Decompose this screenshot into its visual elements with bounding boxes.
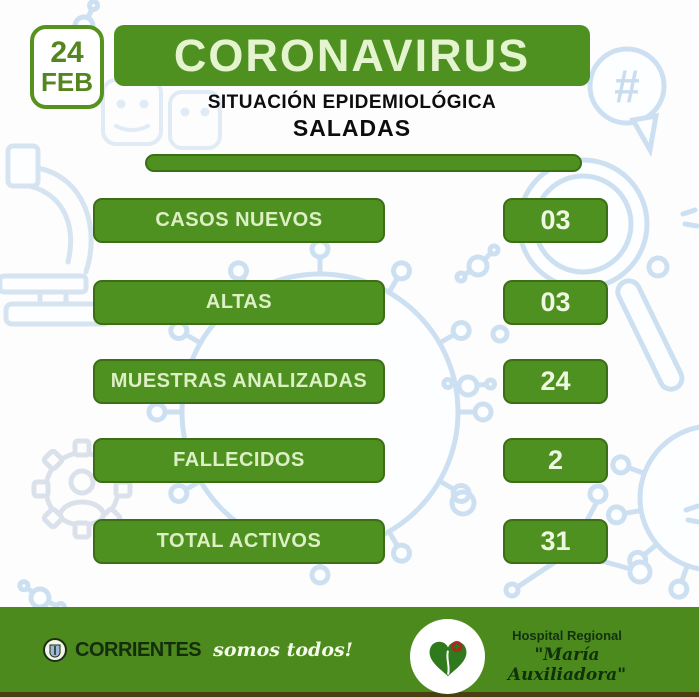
hospital-name-line2: "María Auxiliadora"	[507, 645, 627, 685]
hospital-logo	[410, 619, 485, 694]
divider-bar	[145, 154, 582, 172]
stat-label-muestras-analizadas: MUESTRAS ANALIZADAS	[93, 359, 385, 404]
stat-label-total-activos: TOTAL ACTIVOS	[93, 519, 385, 564]
date-month: FEB	[41, 67, 93, 98]
corrientes-crest-icon	[42, 637, 68, 663]
title-banner	[114, 25, 590, 86]
subtitle: SITUACIÓN EPIDEMIOLÓGICA	[207, 92, 497, 113]
stat-value-total-activos: 31	[503, 519, 608, 564]
date-badge	[30, 25, 104, 109]
location-title: SALADAS	[292, 115, 412, 141]
stat-label-altas: ALTAS	[93, 280, 385, 325]
stat-value-fallecidos: 2	[503, 438, 608, 483]
date-day: 24	[50, 36, 84, 70]
stat-value-altas: 03	[503, 280, 608, 325]
hospital-name	[492, 628, 642, 685]
stat-label-casos-nuevos: CASOS NUEVOS	[93, 198, 385, 243]
gov-slogan: somos todos!	[213, 639, 354, 661]
stat-value-casos-nuevos: 03	[503, 198, 608, 243]
stat-label-fallecidos: FALLECIDOS	[93, 438, 385, 483]
heart-map-icon	[424, 633, 472, 681]
speech-bubble-icon	[590, 49, 664, 150]
government-branding	[42, 637, 353, 663]
bottom-strip	[0, 692, 699, 697]
virus-icon-right	[607, 426, 699, 603]
gov-name: CORRIENTES	[75, 638, 202, 661]
hashtag-glyph: #	[614, 60, 640, 112]
hospital-name-line1: Hospital Regional	[512, 628, 622, 643]
page-title: CORONAVIRUS	[173, 29, 531, 81]
stat-value-muestras-analizadas: 24	[503, 359, 608, 404]
